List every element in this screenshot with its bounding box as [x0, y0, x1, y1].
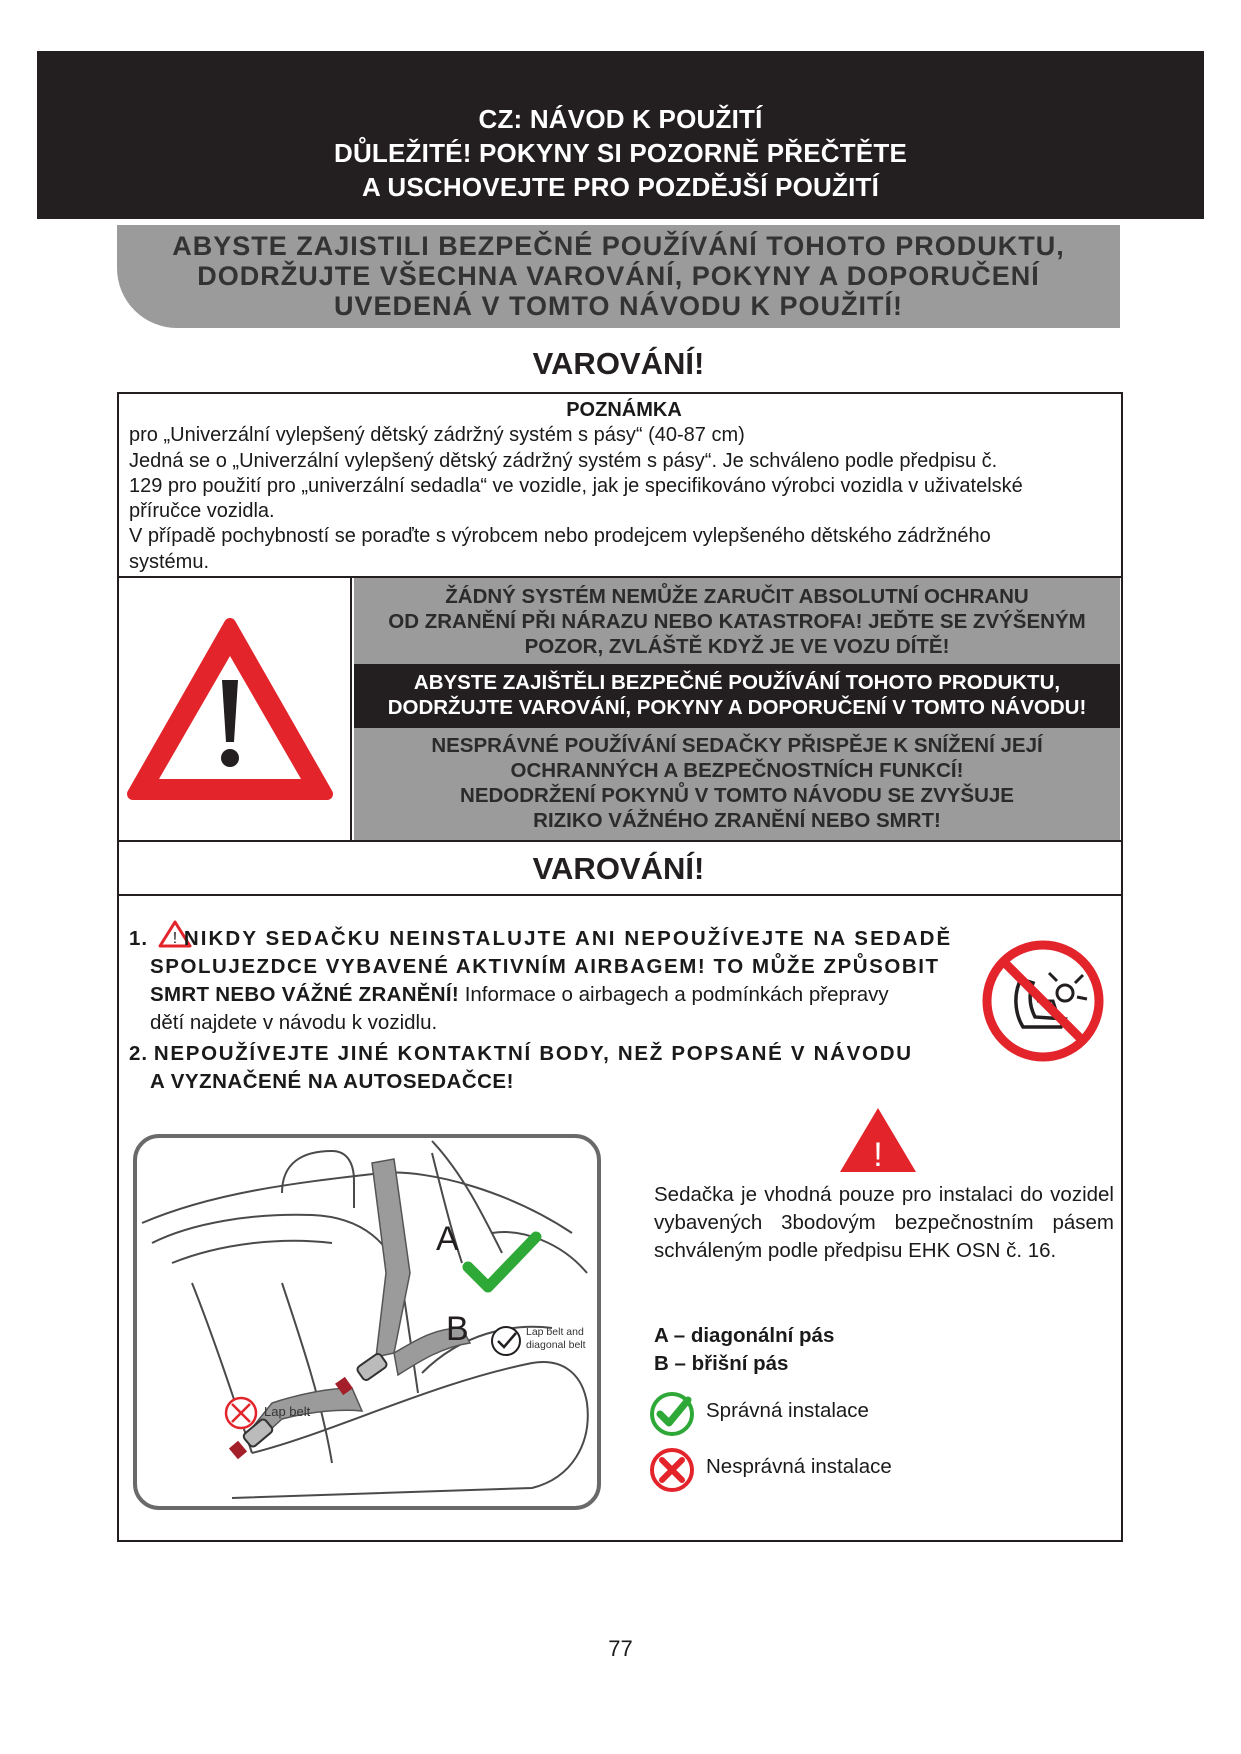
lap-diagonal-line-1: Lap belt and [526, 1326, 584, 1338]
header-line-2: DŮLEŽITÉ! POKYNY SI POZORNĚ PŘEČTĚTE [333, 138, 907, 168]
warning-triangle-icon [125, 616, 335, 806]
warning-box-3-line-2: OCHRANNÝCH A BEZPEČNOSTNÍCH FUNKCÍ! [510, 759, 964, 782]
divider [350, 576, 352, 840]
item-2-line-1: NEPOUŽÍVEJTE JINÉ KONTAKTNÍ BODY, NEŽ POPSANÉ V NÁVODU [153, 1042, 913, 1065]
lap-diagonal-line-2: diagonal belt [526, 1339, 586, 1351]
warning-box-3-line-3: NEDODRŽENÍ POKYNŮ V TOMTO NÁVODU SE ZVYŠUJE [460, 784, 1014, 807]
warning-box-1-line-2: OD ZRANĚNÍ PŘI NÁRAZU NEBO KATASTROFA! JEĎTE SE ZVÝŠENÝM [388, 610, 1086, 633]
note-line-1: pro „Univerzální vylepšený dětský zádržný systém s pásy“ (40-87 cm) [129, 424, 745, 447]
item-1-line-3-bold: SMRT NEBO VÁŽNÉ ZRANĚNÍ! [150, 983, 460, 1006]
belt-label-b: B [446, 1310, 469, 1348]
item-1-line-1: NIKDY SEDAČKU NEINSTALUJTE ANI NEPOUŽÍVEJTE NA SEDADĚ [183, 927, 953, 950]
safety-line-2: DODRŽUJTE VŠECHNA VAROVÁNÍ, POKYNY A DOPORUČENÍ [197, 261, 1040, 291]
lap-diagonal-belt-label [526, 1326, 586, 1352]
warning-box-3-line-1: NESPRÁVNÉ POUŽÍVÁNÍ SEDAČKY PŘISPĚJE K SNÍŽENÍ JEJÍ [431, 734, 1043, 757]
warning-box-1 [354, 578, 1120, 664]
note-line-2: Jedná se o „Univerzální vylepšený dětský zádržný systém s pásy“. Je schváleno podle předpisu č. [129, 449, 998, 472]
header-line-3: A USCHOVEJTE PRO POZDĚJŠÍ POUŽITÍ [361, 172, 880, 202]
warning-item-2 [129, 1040, 969, 1096]
item-1-line-3-text: Informace o airbagech a podmínkách přepravy [459, 983, 889, 1006]
warning-title: VAROVÁNÍ! [532, 346, 705, 381]
note-line-4: příručce vozidla. [129, 500, 275, 523]
note-line-5: V případě pochybností se poraďte s výrobcem nebo prodejcem vylepšeného dětského zádržného [129, 525, 991, 548]
exclamation-warning-icon [838, 1106, 918, 1174]
no-airbag-icon [981, 939, 1105, 1063]
seat-belt-diagram [132, 1133, 602, 1511]
item-1-line-4: dětí najdete v návodu k vozidlu. [150, 1011, 438, 1034]
manual-header [37, 51, 1204, 219]
item-1-number: 1. [129, 927, 149, 950]
lap-belt-label: Lap belt [264, 1404, 311, 1419]
warning-item-1 [129, 920, 969, 1037]
warning-box-2 [354, 664, 1120, 728]
incorrect-cross-icon [648, 1446, 696, 1494]
warning-title-2: VAROVÁNÍ! [532, 851, 705, 886]
header-line-1: CZ: NÁVOD K POUŽITÍ [478, 104, 763, 134]
item-2-number: 2. [129, 1042, 149, 1065]
note-line-6: systému. [129, 550, 210, 573]
page-number: 77 [608, 1636, 633, 1661]
belt-label-a: A [436, 1220, 459, 1258]
warning-box-3 [354, 728, 1120, 840]
divider [117, 894, 1123, 896]
item-1-line-2: SPOLUJEZDCE VYBAVENÉ AKTIVNÍM AIRBAGEM! TO MŮŽE ZPŮSOBIT [150, 955, 940, 978]
belt-legend [654, 1322, 834, 1378]
warning-box-1-line-3: POZOR, ZVLÁŠTĚ KDYŽ JE VE VOZU DÍTĚ! [524, 635, 950, 658]
svg-text:!: ! [172, 930, 178, 947]
installation-note: Sedačka je vhodná pouze pro instalaci do vozidel vybavených 3bodovým bezpečnostním pásem schváleným podle předpisu EHK OSN č. 16. [654, 1183, 1114, 1262]
legend-correct: Správná instalace [706, 1399, 869, 1422]
safety-line-1: ABYSTE ZAJISTILI BEZPEČNÉ POUŽÍVÁNÍ TOHOTO PRODUKTU, [172, 231, 1065, 261]
warning-box-2-line-2: DODRŽUJTE VAROVÁNÍ, POKYNY A DOPORUČENÍ V TOMTO NÁVODU! [387, 696, 1087, 719]
item-2-line-2: A VYZNAČENÉ NA AUTOSEDAČCE! [150, 1070, 514, 1093]
note-section [129, 398, 1119, 575]
divider [117, 840, 1123, 842]
safety-line-3: UVEDENÁ V TOMTO NÁVODU K POUŽITÍ! [333, 291, 904, 321]
correct-check-icon [648, 1390, 696, 1438]
legend-incorrect: Nesprávná instalace [706, 1455, 892, 1478]
warning-box-1-line-1: ŽÁDNÝ SYSTÉM NEMŮŽE ZARUČIT ABSOLUTNÍ OCHRANU [445, 585, 1029, 608]
warning-box-3-line-4: RIZIKO VÁŽNÉHO ZRANĚNÍ NEBO SMRT! [533, 809, 941, 832]
svg-text:!: ! [873, 1136, 883, 1174]
legend-b: B – břišní pás [654, 1352, 789, 1375]
warning-box-2-line-1: ABYSTE ZAJIŠTĚLI BEZPEČNÉ POUŽÍVÁNÍ TOHOTO PRODUKTU, [413, 671, 1061, 694]
safety-banner [117, 225, 1120, 328]
note-heading: POZNÁMKA [566, 399, 682, 421]
note-line-3: 129 pro použití pro „univerzální sedadla“ ve vozidle, jak je specifikováno výrobci vozidla v uživatelské [129, 474, 1023, 497]
legend-a: A – diagonální pás [654, 1324, 835, 1347]
